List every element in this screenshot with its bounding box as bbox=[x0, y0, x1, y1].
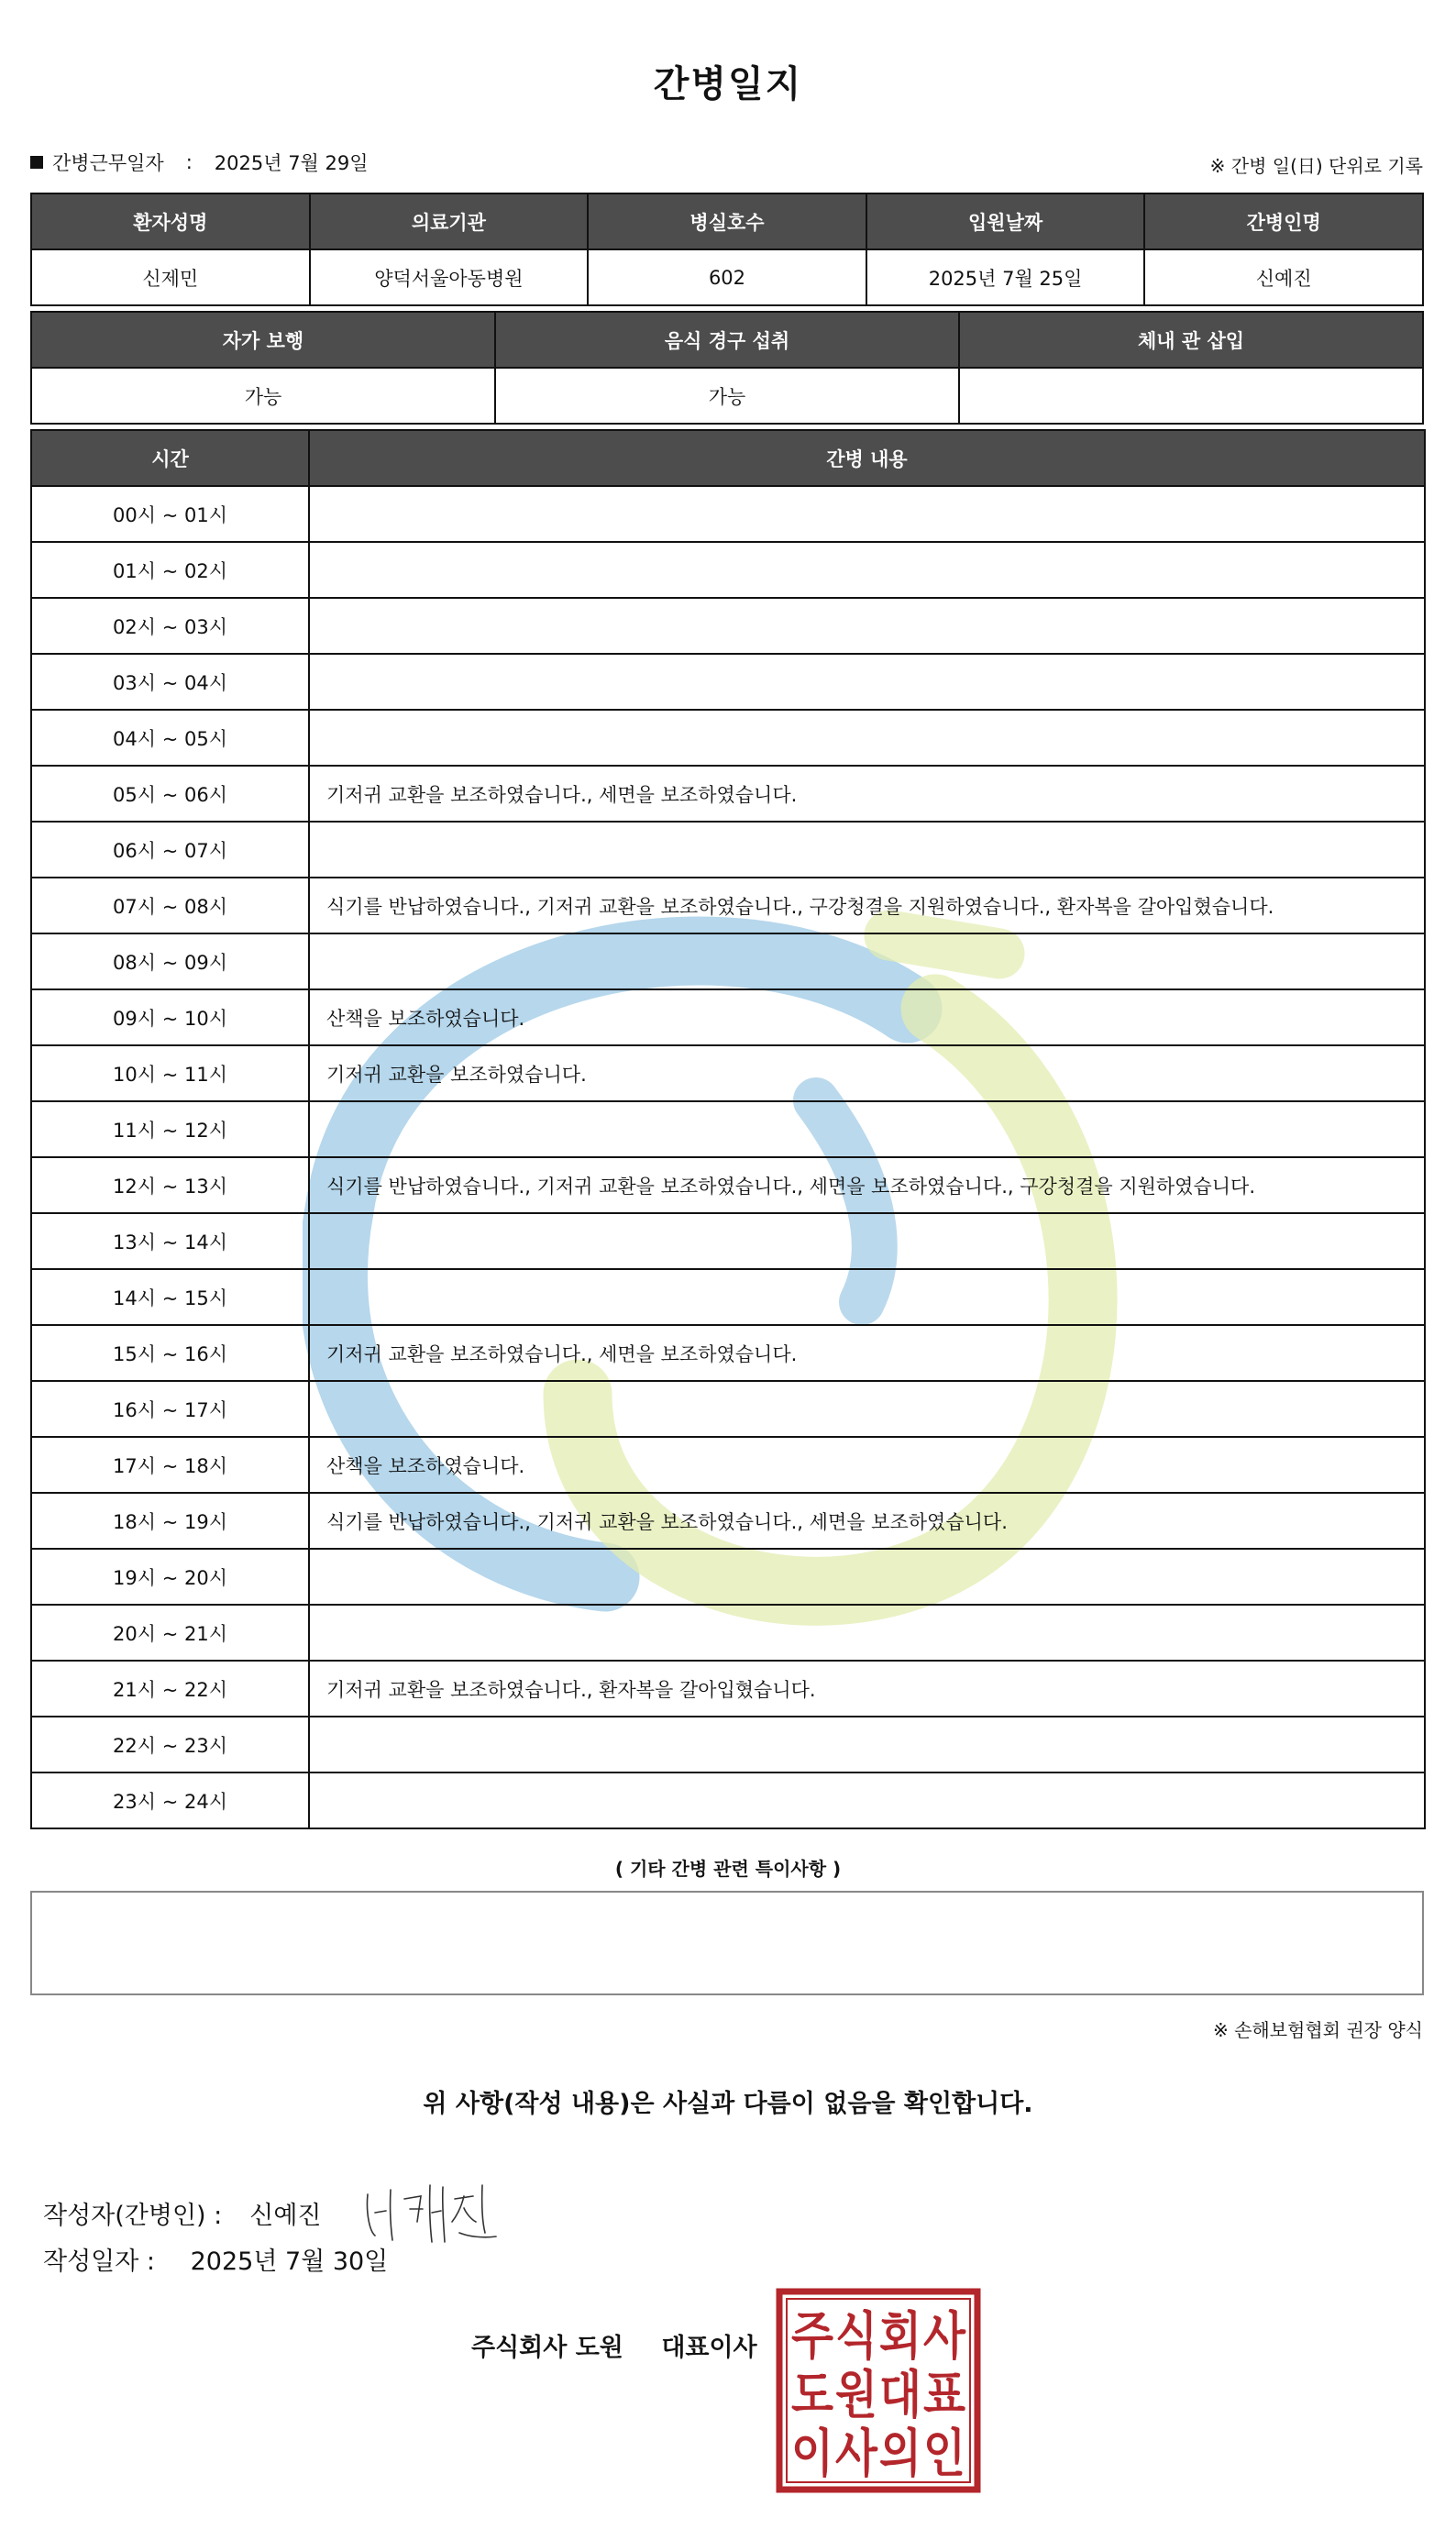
company-name: 주식회사 도원 bbox=[471, 2334, 623, 2362]
schedule-time: 23시 ~ 24시 bbox=[31, 1772, 309, 1828]
schedule-content bbox=[309, 654, 1425, 710]
seal-character: 사 bbox=[835, 2424, 878, 2484]
schedule-content: 산책을 보조하였습니다. bbox=[309, 989, 1425, 1045]
care-schedule-table bbox=[30, 429, 1426, 1829]
schedule-content bbox=[309, 598, 1425, 654]
schedule-row bbox=[31, 1101, 1425, 1157]
schedule-time: 01시 ~ 02시 bbox=[31, 542, 309, 598]
schedule-time: 20시 ~ 21시 bbox=[31, 1605, 309, 1661]
schedule-row bbox=[31, 654, 1425, 710]
schedule-row bbox=[31, 933, 1425, 989]
patient-info-value-row bbox=[31, 249, 1423, 305]
header-time: 시간 bbox=[31, 430, 309, 486]
hospital-name: 양덕서울아동병원 bbox=[310, 249, 589, 305]
square-bullet-icon bbox=[30, 156, 43, 169]
seal-character: 식 bbox=[835, 2307, 877, 2367]
schedule-time: 06시 ~ 07시 bbox=[31, 822, 309, 878]
schedule-time: 04시 ~ 05시 bbox=[31, 710, 309, 766]
work-date-value: 2025년 7월 29일 bbox=[214, 152, 369, 174]
schedule-time: 10시 ~ 11시 bbox=[31, 1045, 309, 1101]
schedule-row bbox=[31, 1661, 1425, 1717]
tube-insertion-value bbox=[959, 368, 1423, 424]
schedule-time: 07시 ~ 08시 bbox=[31, 878, 309, 933]
schedule-content bbox=[309, 486, 1425, 542]
write-date-value: 2025년 7월 30일 bbox=[190, 2247, 389, 2276]
admission-date: 2025년 7월 25일 bbox=[866, 249, 1145, 305]
schedule-content bbox=[309, 822, 1425, 878]
schedule-header-row bbox=[31, 430, 1425, 486]
schedule-content bbox=[309, 1101, 1425, 1157]
company-signature-line bbox=[471, 2327, 757, 2363]
condition-header-row bbox=[31, 312, 1423, 368]
schedule-row bbox=[31, 822, 1425, 878]
schedule-time: 14시 ~ 15시 bbox=[31, 1269, 309, 1325]
patient-name: 신제민 bbox=[31, 249, 310, 305]
schedule-row bbox=[31, 1325, 1425, 1381]
schedule-content bbox=[309, 1549, 1425, 1605]
seal-character: 사 bbox=[923, 2307, 966, 2367]
schedule-content: 기저귀 교환을 보조하였습니다. bbox=[309, 1045, 1425, 1101]
seal-character: 도 bbox=[791, 2366, 833, 2425]
document-title: 간병일지 bbox=[653, 63, 803, 105]
schedule-row bbox=[31, 598, 1425, 654]
seal-character: 대 bbox=[879, 2366, 921, 2425]
recommend-form-note: ※ 손해보험협회 권장 양식 bbox=[1212, 2019, 1423, 2041]
schedule-time: 00시 ~ 01시 bbox=[31, 486, 309, 542]
schedule-content: 식기를 반납하였습니다., 기저귀 교환을 보조하였습니다., 세면을 보조하였습니다., 구강청결을 지원하였습니다. bbox=[309, 1157, 1425, 1213]
schedule-row bbox=[31, 1213, 1425, 1269]
schedule-time: 13시 ~ 14시 bbox=[31, 1213, 309, 1269]
caregiver-name: 신예진 bbox=[1144, 249, 1423, 305]
company-representative-title: 대표이사 bbox=[661, 2334, 757, 2362]
schedule-time: 17시 ~ 18시 bbox=[31, 1437, 309, 1493]
header-admission-date: 입원날짜 bbox=[866, 193, 1145, 249]
work-date-label: 간병근무일자 bbox=[52, 152, 164, 174]
schedule-time: 19시 ~ 20시 bbox=[31, 1549, 309, 1605]
oral-intake-value: 가능 bbox=[495, 368, 959, 424]
write-date-label: 작성일자 : bbox=[43, 2247, 156, 2276]
schedule-row bbox=[31, 1493, 1425, 1549]
schedule-row bbox=[31, 486, 1425, 542]
confirmation-statement: 위 사항(작성 내용)은 사실과 다름이 없음을 확인합니다. bbox=[423, 2090, 1033, 2118]
header-care-content: 간병 내용 bbox=[309, 430, 1425, 486]
header-hospital: 의료기관 bbox=[310, 193, 589, 249]
patient-info-header-row bbox=[31, 193, 1423, 249]
header-self-walking: 자가 보행 bbox=[31, 312, 495, 368]
schedule-content: 기저귀 교환을 보조하였습니다., 환자복을 갈아입혔습니다. bbox=[309, 1661, 1425, 1717]
schedule-row bbox=[31, 1381, 1425, 1437]
seal-character: 인 bbox=[923, 2424, 965, 2484]
header-tube-insertion: 체내 관 삽입 bbox=[959, 312, 1423, 368]
schedule-time: 18시 ~ 19시 bbox=[31, 1493, 309, 1549]
schedule-row bbox=[31, 542, 1425, 598]
schedule-row bbox=[31, 1045, 1425, 1101]
schedule-time: 05시 ~ 06시 bbox=[31, 766, 309, 822]
schedule-content: 기저귀 교환을 보조하였습니다., 세면을 보조하였습니다. bbox=[309, 766, 1425, 822]
header-caregiver-name: 간병인명 bbox=[1144, 193, 1423, 249]
work-date-separator: : bbox=[185, 151, 193, 173]
schedule-content: 식기를 반납하였습니다., 기저귀 교환을 보조하였습니다., 구강청결을 지원하였습니다., 환자복을 갈아입혔습니다. bbox=[309, 878, 1425, 933]
schedule-row bbox=[31, 1605, 1425, 1661]
schedule-row bbox=[31, 1269, 1425, 1325]
room-number: 602 bbox=[588, 249, 866, 305]
condition-value-row bbox=[31, 368, 1423, 424]
schedule-content bbox=[309, 933, 1425, 989]
seal-character: 원 bbox=[835, 2366, 877, 2425]
patient-condition-table bbox=[30, 311, 1424, 425]
writer-line bbox=[43, 2176, 505, 2249]
seal-character: 표 bbox=[923, 2366, 965, 2425]
schedule-content: 산책을 보조하였습니다. bbox=[309, 1437, 1425, 1493]
schedule-content bbox=[309, 1269, 1425, 1325]
schedule-time: 02시 ~ 03시 bbox=[31, 598, 309, 654]
seal-character: 이 bbox=[791, 2424, 833, 2484]
handwritten-signature-icon bbox=[358, 2176, 505, 2249]
schedule-time: 03시 ~ 04시 bbox=[31, 654, 309, 710]
seal-character: 회 bbox=[879, 2307, 921, 2367]
schedule-row bbox=[31, 1549, 1425, 1605]
notes-title: ( 기타 간병 관련 특이사항 ) bbox=[614, 1858, 842, 1880]
header-patient-name: 환자성명 bbox=[31, 193, 310, 249]
writer-label: 작성자(간병인) : bbox=[43, 2201, 223, 2230]
schedule-time: 08시 ~ 09시 bbox=[31, 933, 309, 989]
header-oral-intake: 음식 경구 섭취 bbox=[495, 312, 959, 368]
schedule-row bbox=[31, 766, 1425, 822]
schedule-time: 15시 ~ 16시 bbox=[31, 1325, 309, 1381]
schedule-time: 12시 ~ 13시 bbox=[31, 1157, 309, 1213]
notes-box bbox=[30, 1891, 1424, 1995]
schedule-row bbox=[31, 878, 1425, 933]
schedule-time: 09시 ~ 10시 bbox=[31, 989, 309, 1045]
schedule-content bbox=[309, 1717, 1425, 1772]
work-date-line bbox=[30, 149, 369, 176]
header-room-number: 병실호수 bbox=[588, 193, 866, 249]
schedule-time: 21시 ~ 22시 bbox=[31, 1661, 309, 1717]
self-walking-value: 가능 bbox=[31, 368, 495, 424]
schedule-content bbox=[309, 1213, 1425, 1269]
schedule-content: 기저귀 교환을 보조하였습니다., 세면을 보조하였습니다. bbox=[309, 1325, 1425, 1381]
schedule-row bbox=[31, 710, 1425, 766]
seal-character: 의 bbox=[879, 2424, 921, 2484]
schedule-content bbox=[309, 542, 1425, 598]
schedule-time: 22시 ~ 23시 bbox=[31, 1717, 309, 1772]
schedule-content: 식기를 반납하였습니다., 기저귀 교환을 보조하였습니다., 세면을 보조하였습니다. bbox=[309, 1493, 1425, 1549]
schedule-row bbox=[31, 1157, 1425, 1213]
schedule-row bbox=[31, 1717, 1425, 1772]
writer-name: 신예진 bbox=[249, 2201, 322, 2230]
schedule-content bbox=[309, 710, 1425, 766]
write-date-line bbox=[43, 2241, 388, 2277]
schedule-content bbox=[309, 1772, 1425, 1828]
schedule-row bbox=[31, 1772, 1425, 1828]
patient-info-table bbox=[30, 193, 1424, 306]
seal-character: 주 bbox=[791, 2307, 833, 2367]
record-unit-note: ※ 간병 일(日) 단위로 기록 bbox=[1209, 155, 1423, 177]
schedule-time: 16시 ~ 17시 bbox=[31, 1381, 309, 1437]
schedule-time: 11시 ~ 12시 bbox=[31, 1101, 309, 1157]
company-seal-icon bbox=[776, 2288, 981, 2493]
schedule-content bbox=[309, 1381, 1425, 1437]
schedule-content bbox=[309, 1605, 1425, 1661]
schedule-row bbox=[31, 1437, 1425, 1493]
schedule-row bbox=[31, 989, 1425, 1045]
